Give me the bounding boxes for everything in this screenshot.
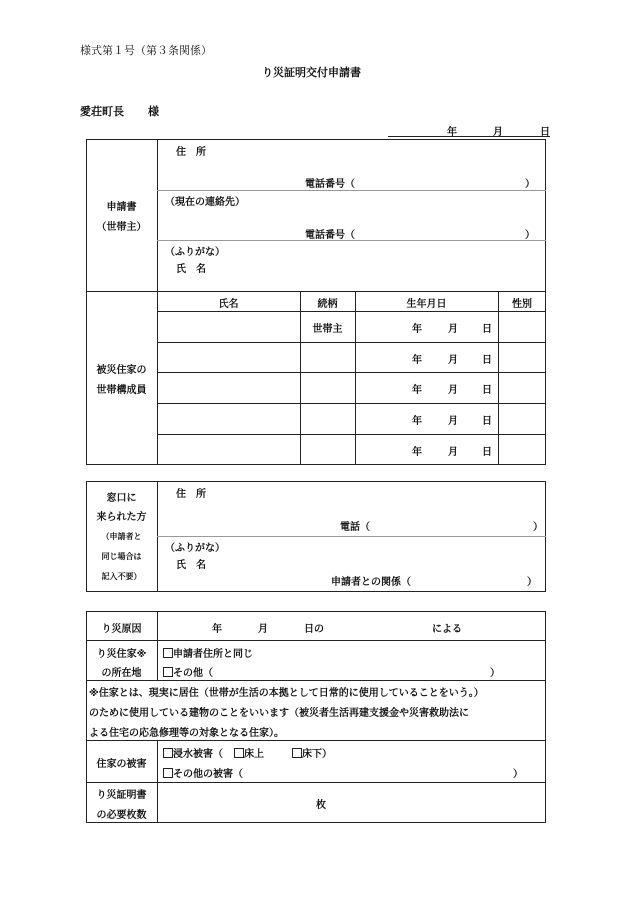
window-visitor-relation-label: 申請者との関係（: [331, 577, 411, 588]
household-row-day: 日: [482, 447, 492, 458]
household-row-divider-3: [157, 403, 546, 404]
disaster-cause-month: 月: [258, 624, 268, 635]
window-visitor-phone-close: ）: [533, 522, 543, 533]
above-floor-text: 床上: [244, 749, 264, 760]
household-header-relation: 続柄: [317, 299, 338, 310]
disaster-location-label-sub: の所在地: [101, 668, 142, 679]
flood-damage-option[interactable]: [163, 745, 223, 760]
household-label-sub: 世帯構成員: [96, 385, 147, 396]
disaster-cause-year: 年: [212, 624, 222, 635]
household-row-month: 月: [448, 385, 458, 396]
disaster-row-divider-3: [86, 740, 546, 741]
disaster-location-label: り災住家※: [96, 649, 147, 660]
household-row-year: 年: [412, 355, 422, 366]
residence-note-line-2: のために使用している建物のことをいいます（被災者生活再建支援金や災害救助法に: [89, 708, 469, 719]
window-visitor-label-sub: 来られた方: [96, 512, 147, 523]
applicant-label-sub: （世帯主）: [96, 222, 147, 233]
other-location-close: ）: [490, 668, 500, 679]
checkbox-icon[interactable]: [163, 667, 173, 677]
other-damage-close: ）: [513, 769, 523, 780]
checkbox-icon[interactable]: [163, 648, 173, 658]
household-col-divider-3: [498, 291, 499, 465]
checkbox-icon[interactable]: [292, 748, 302, 758]
household-row-day: 日: [482, 324, 492, 335]
window-visitor-furigana-label: （ふりがな）: [165, 543, 225, 554]
copies-unit: 枚: [316, 800, 326, 811]
page-title: り災証明交付申請書: [262, 66, 361, 79]
window-visitor-note-2: 同じ場合は: [101, 552, 142, 561]
applicant-row-divider-1: [157, 190, 546, 191]
disaster-cause-day: 日の: [304, 624, 324, 635]
other-location-option[interactable]: [163, 664, 213, 679]
applicant-phone2-close: ）: [525, 230, 535, 241]
other-damage-text: その他の被害（: [173, 769, 243, 780]
household-row-month: 月: [448, 416, 458, 427]
household-row-day: 日: [482, 355, 492, 366]
applicant-label: 申請書: [106, 202, 137, 213]
applicant-phone-label: 電話番号（: [305, 179, 355, 190]
disaster-cause-by: による: [432, 624, 462, 635]
household-col-divider-2: [355, 291, 356, 465]
window-visitor-address-label: 住 所: [176, 489, 206, 500]
applicant-name-label: 氏 名: [176, 264, 206, 275]
honorific: 様: [148, 105, 159, 118]
disaster-row-divider-4: [86, 782, 546, 783]
window-visitor-note-3: 記入不要）: [101, 572, 142, 581]
residence-note-line-3: よる住宅の応急修理等の対象となる住家）。: [89, 728, 284, 739]
same-as-applicant-text: 申請者住所と同じ: [173, 649, 253, 660]
household-header-birthdate: 生年月日: [406, 299, 447, 310]
below-floor-text: 床下）: [302, 749, 332, 760]
date-month-label: 月: [493, 127, 503, 138]
household-row-year: 年: [412, 447, 422, 458]
addressee: 愛荘町長: [80, 105, 124, 118]
copies-label: り災証明書: [96, 790, 147, 801]
household-row-divider-2: [157, 372, 546, 373]
disaster-row-divider-2: [86, 680, 546, 681]
applicant-furigana-label: （ふりがな）: [165, 247, 225, 258]
applicant-phone2-label: 電話番号（: [305, 230, 355, 241]
household-row-month: 月: [448, 324, 458, 335]
other-location-text: その他（: [173, 668, 213, 679]
residence-note-line-1: ※住家とは、現実に居住（世帯が生活の本拠として日常的に使用していることをいう。）: [89, 688, 484, 699]
household-header-gender: 性別: [512, 299, 532, 310]
window-visitor-phone-label: 電話（: [340, 522, 370, 533]
household-row-day: 日: [482, 416, 492, 427]
copies-label-sub: の必要枚数: [96, 810, 147, 821]
date-day-label: 日: [540, 127, 550, 138]
window-visitor-name-label: 氏 名: [176, 560, 206, 571]
window-visitor-relation-close: ）: [527, 577, 537, 588]
household-row-month: 月: [448, 447, 458, 458]
checkbox-icon[interactable]: [163, 748, 173, 758]
household-header-divider: [157, 311, 546, 312]
household-row-relation: 世帯主: [312, 324, 343, 335]
window-visitor-row-divider: [157, 536, 546, 537]
household-row-year: 年: [412, 416, 422, 427]
date-underline: [388, 136, 550, 137]
household-row-year: 年: [412, 385, 422, 396]
same-as-applicant-option[interactable]: [163, 645, 253, 660]
household-row-day: 日: [482, 385, 492, 396]
disaster-row-divider-1: [86, 640, 546, 641]
disaster-cause-label: り災原因: [101, 624, 142, 635]
household-row-month: 月: [448, 355, 458, 366]
checkbox-icon[interactable]: [234, 748, 244, 758]
below-floor-option[interactable]: [292, 745, 332, 760]
household-row-divider-4: [157, 434, 546, 435]
date-year-label: 年: [447, 127, 457, 138]
damage-label: 住家の被害: [96, 759, 147, 770]
above-floor-option[interactable]: [234, 745, 264, 760]
window-visitor-label: 窓口に: [106, 493, 137, 504]
applicant-phone-close: ）: [525, 179, 535, 190]
household-header-name: 氏名: [218, 299, 239, 310]
disaster-label-divider-top: [157, 611, 158, 680]
other-damage-option[interactable]: [163, 765, 243, 780]
form-number: 様式第１号（第３条関係）: [80, 44, 212, 57]
checkbox-icon[interactable]: [163, 768, 173, 778]
window-visitor-note-1: （申請者と: [101, 532, 142, 541]
household-col-divider-1: [300, 291, 301, 465]
disaster-label-divider-bottom: [157, 740, 158, 823]
household-label: 被災住家の: [96, 365, 147, 376]
household-row-year: 年: [412, 324, 422, 335]
applicant-contact-label: （現在の連絡先）: [165, 197, 245, 208]
flood-damage-text: 浸水被害（: [173, 749, 223, 760]
applicant-address-label: 住 所: [176, 147, 206, 158]
household-row-divider-1: [157, 342, 546, 343]
household-section-divider: [86, 291, 546, 292]
